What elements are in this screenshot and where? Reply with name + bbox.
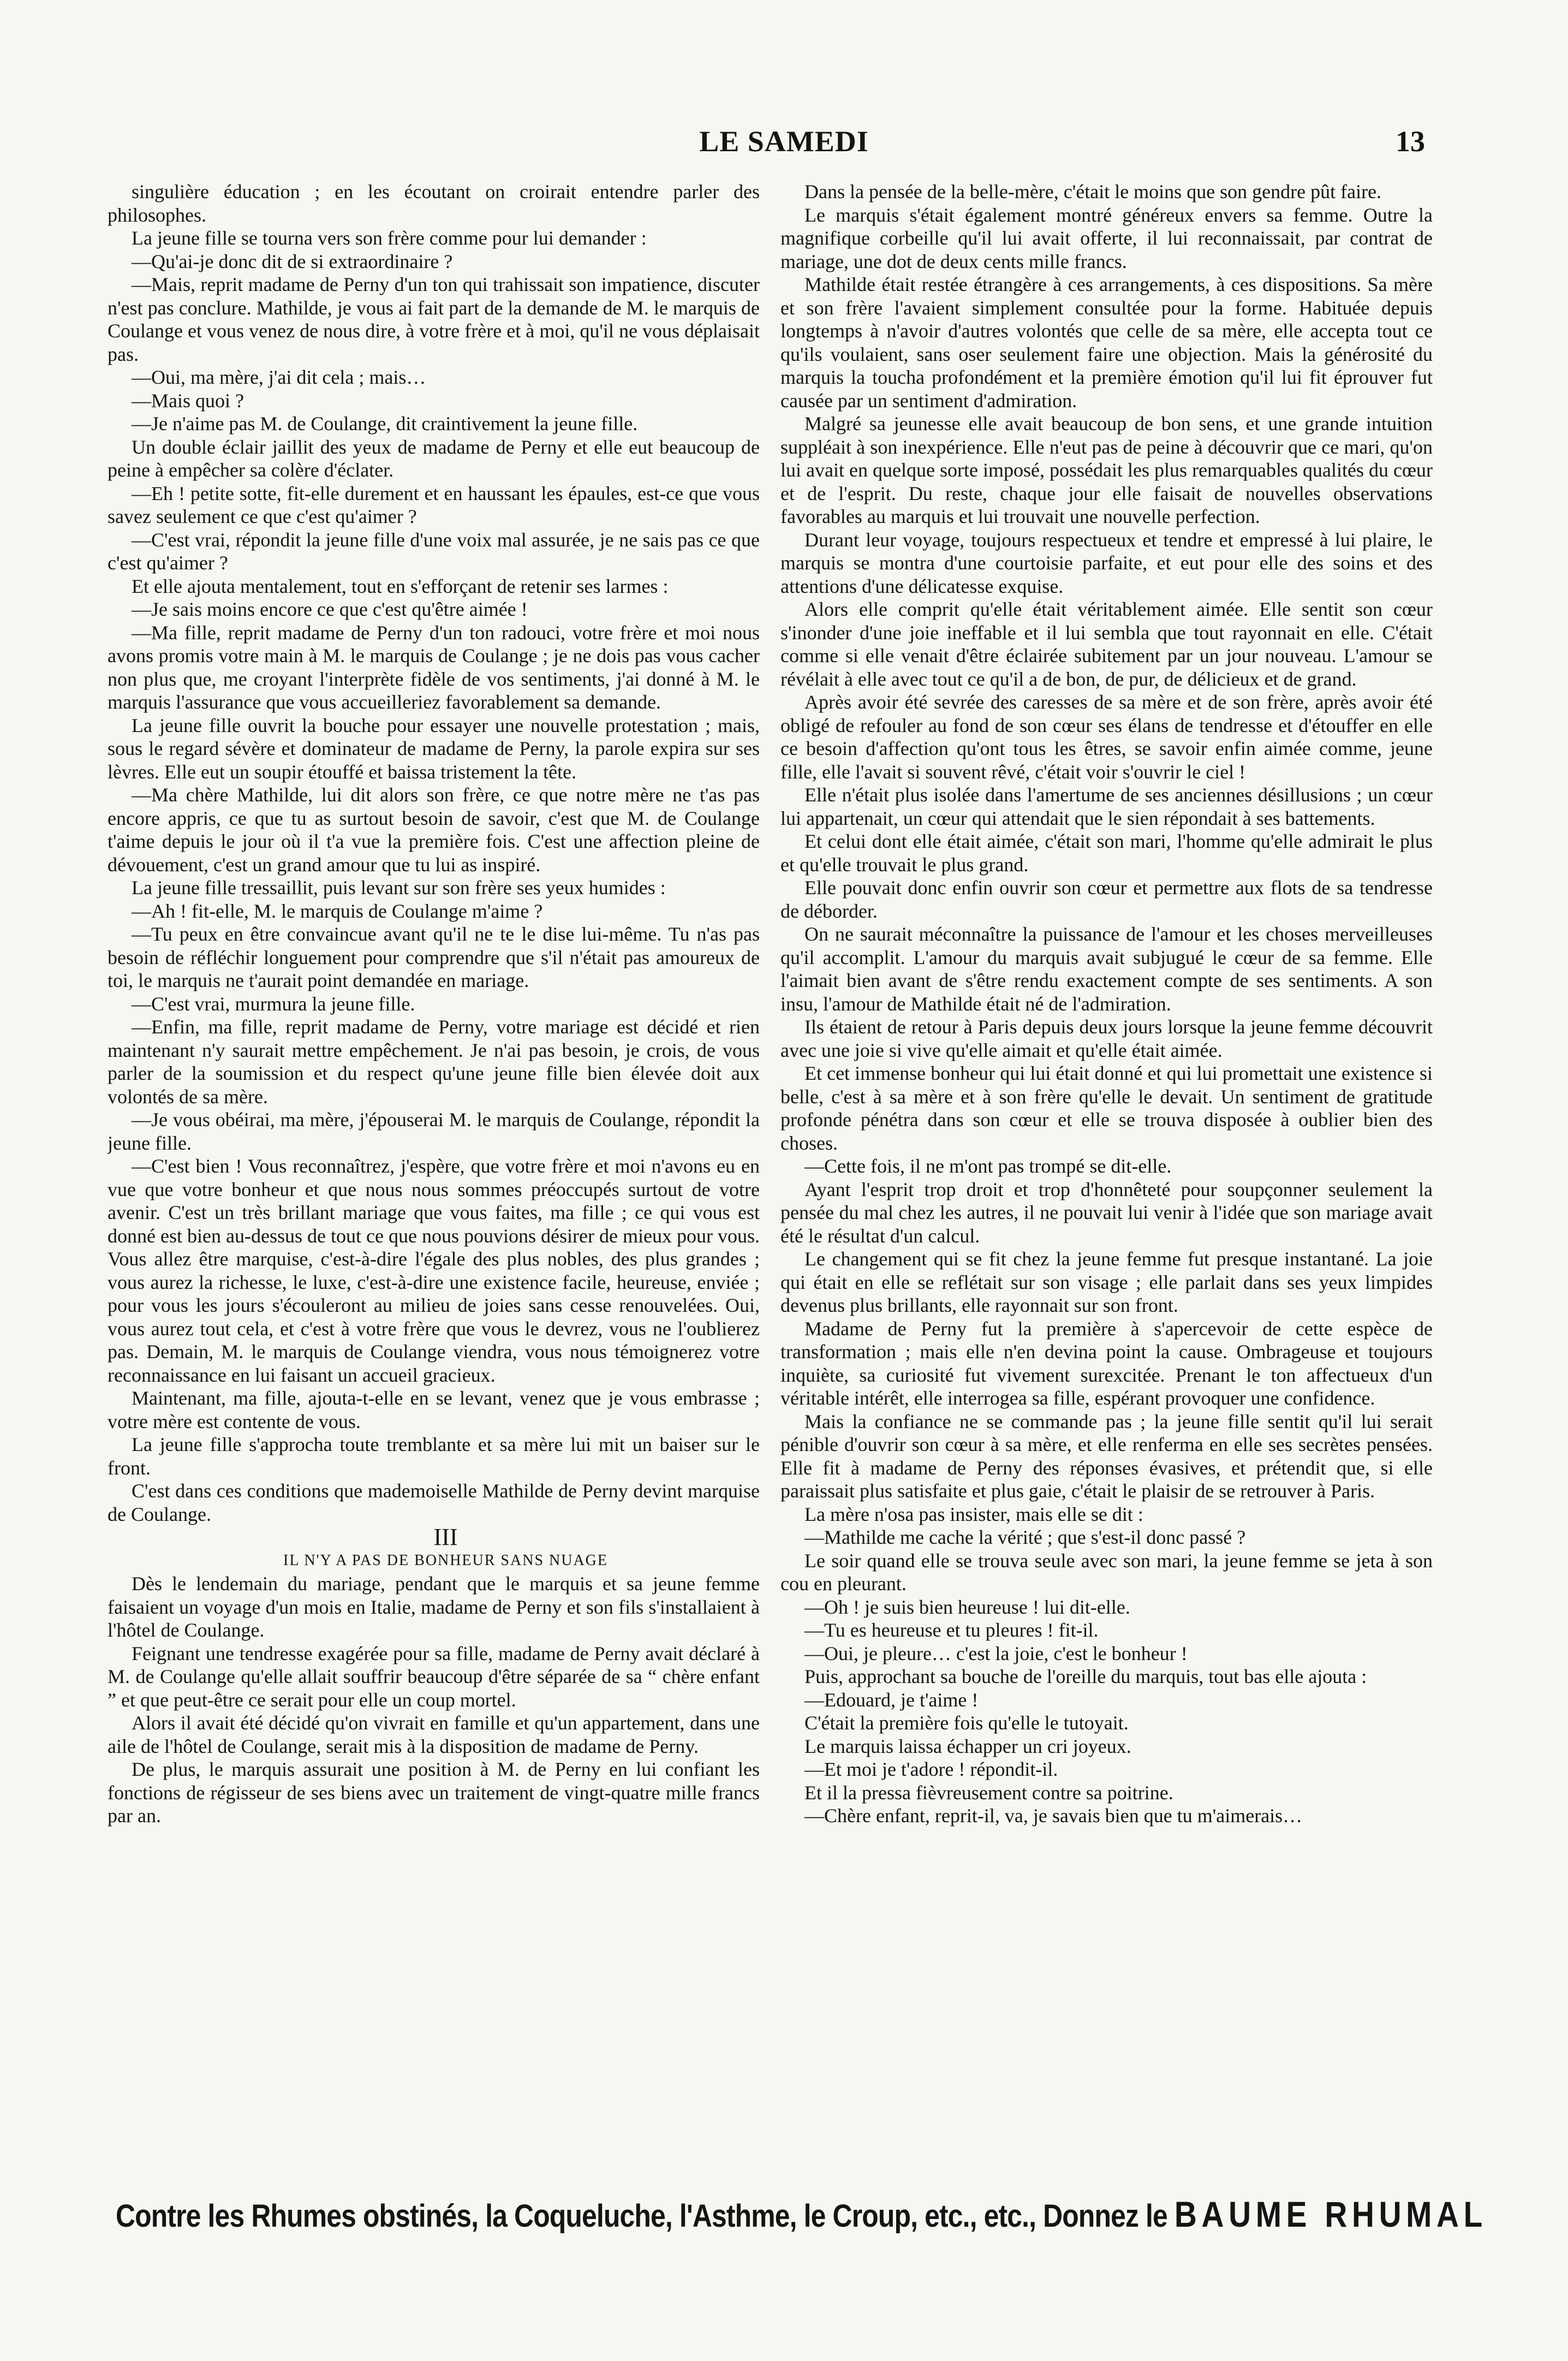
paragraph: —Tu es heureuse et tu pleures ! fit-il. [804, 1619, 1099, 1641]
paragraph: —Mathilde me cache la vérité ; que s'est-il donc passé ? [804, 1526, 1246, 1548]
paragraph: —C'est vrai, répondit la jeune fille d'une voix mal assurée, je ne sais pas ce que c'est qu'aimer ? [108, 528, 760, 574]
section-number: III [433, 1524, 458, 1550]
paragraph: Et il la pressa fièvreusement contre sa poitrine. [804, 1781, 1173, 1804]
paragraph: C'était la première fois qu'elle le tutoyait. [804, 1712, 1129, 1734]
paragraph: —Ma fille, reprit madame de Perny d'un ton radouci, votre frère et moi nous avons promis votre main à M. le marquis de Coulange ; je ne dois pas vous cacher non plus que, me croyant l'interprète fidèle de vos sentiments, j'ai donné à M. le marquis l'assurance que vous accueilleriez favorablement sa demande. [108, 621, 760, 713]
paragraph: —Oui, ma mère, j'ai dit cela ; mais… [132, 366, 426, 388]
paragraph: —Qu'ai-je donc dit de si extraordinaire ? [132, 250, 453, 272]
paragraph: La mère n'osa pas insister, mais elle se dit : [804, 1503, 1143, 1525]
paragraph: Le soir quand elle se trouva seule avec son mari, la jeune femme se jeta à son cou en pleurant. [780, 1549, 1433, 1595]
publication-title: LE SAMEDI [699, 125, 869, 158]
left-text-column [108, 180, 760, 2167]
paragraph: —Ah ! fit-elle, M. le marquis de Coulange m'aime ? [132, 900, 543, 922]
right-text-column [780, 180, 1433, 2167]
paragraph: Mathilde était restée étrangère à ces arrangements, à ces dispositions. Sa mère et son frère l'avaient simplement consultée pour la forme. Habituée depuis longtemps à n'avoir d'autres volontés que celle de sa mère, elle accepta tout ce qu'ils voulaient, sans oser seulement faire une objection. Mais la générosité du marquis la toucha profondément et la première émotion qu'il lui fit éprouver fut causée par un sentiment d'admiration. [780, 273, 1433, 412]
paragraph: —Je n'aime pas M. de Coulange, dit craintivement la jeune fille. [132, 413, 638, 435]
paragraph: Le marquis laissa échapper un cri joyeux. [804, 1735, 1131, 1757]
paragraph: —C'est vrai, murmura la jeune fille. [132, 992, 415, 1015]
paragraph: La jeune fille s'approcha toute tremblante et sa mère lui mit un baiser sur le front. [108, 1434, 760, 1479]
paragraph: Malgré sa jeunesse elle avait beaucoup de bon sens, et une grande intuition suppléait à son inexpérience. Elle n'eut pas de peine à découvrir que ce mari, qu'on lui avait en quelque sorte imposé, possédait les plus remarquables qualités du cœur et de l'esprit. Du reste, chaque jour elle faisait de nouvelles observations favorables au marquis et lui trouvait une nouvelle perfection. [780, 413, 1433, 527]
paragraph: —Cette fois, il ne m'ont pas trompé se dit-elle. [804, 1155, 1172, 1177]
paragraph: La jeune fille ouvrit la bouche pour essayer une nouvelle protestation ; mais, sous le regard sévère et dominateur de madame de Perny, la parole expira sur ses lèvres. Elle eut un soupir étouffé et baissa tristement la tête. [108, 714, 760, 783]
footer-advertisement [116, 2193, 1487, 2243]
paragraph: Dans la pensée de la belle-mère, c'était le moins que son gendre pût faire. [804, 181, 1382, 203]
paragraph: —Mais, reprit madame de Perny d'un ton qui trahissait son impatience, discuter n'est pas conclure. Mathilde, je vous ai fait part de la demande de M. le marquis de Coulange et vous venez de nous dire, à votre frère et à moi, qu'il ne vous déplaisait pas. [108, 273, 760, 365]
paragraph: Et cet immense bonheur qui lui était donné et qui lui promettait une existence si belle, c'est à sa mère et à son frère qu'elle le devait. Un sentiment de gratitude profonde pénétra dans son cœur et elle se trouva disposée à oublier bien des choses. [780, 1062, 1433, 1154]
paragraph: —Et moi je t'adore ! répondit-il. [804, 1758, 1058, 1780]
paragraph: De plus, le marquis assurait une position à M. de Perny en lui confiant les fonctions de régisseur de ses biens avec un traitement de vingt-quatre mille francs par an. [108, 1758, 760, 1827]
paragraph: Alors elle comprit qu'elle était véritablement aimée. Elle sentit son cœur s'inonder d'une joie ineffable et il lui sembla que tout rayonnait en elle. C'était comme si elle venait d'être éclairée subitement par un jour nouveau. L'amour se révélait à elle avec tout ce qu'il a de bon, de pur, de délicieux et de grand. [780, 598, 1433, 690]
advertisement-text: Contre les Rhumes obstinés, la Coqueluche, l'Asthme, le Croup, etc., etc., Donnez le [116, 2198, 1167, 2234]
paragraph: —Je vous obéirai, ma mère, j'épouserai M. le marquis de Coulange, répondit la jeune fille. [108, 1109, 760, 1154]
paragraph: Un double éclair jaillit des yeux de madame de Perny et elle eut beaucoup de peine à empêcher sa colère d'éclater. [108, 436, 760, 481]
paragraph: On ne saurait méconnaître la puissance de l'amour et les choses merveilleuses qu'il accomplit. L'amour du marquis avait subjugué le cœur de sa femme. Elle l'aimait bien avant de s'être rendu exactement compte de ses sentiments. A son insu, l'amour de Mathilde était né de l'admiration. [780, 923, 1433, 1015]
paragraph: —Chère enfant, reprit-il, va, je savais bien que tu m'aimerais… [804, 1805, 1303, 1827]
paragraph: —Je sais moins encore ce que c'est qu'être aimée ! [132, 598, 528, 620]
paragraph: —Oui, je pleure… c'est la joie, c'est le bonheur ! [804, 1642, 1188, 1664]
paragraph: Mais la confiance ne se commande pas ; la jeune fille sentit qu'il lui serait pénible d'ouvrir son cœur à sa mère, et elle renferma en elle ses secrètes pensées. Elle fit à madame de Perny des réponses évasives, et prétendit que, si elle paraissait plus satisfaite et plus gaie, c'était le plaisir de se retrouver à Paris. [780, 1410, 1433, 1502]
paragraph: Elle pouvait donc enfin ouvrir son cœur et permettre aux flots de sa tendresse de déborder. [780, 877, 1433, 922]
paragraph: singulière éducation ; en les écoutant on croirait entendre parler des philosophes. [108, 181, 760, 226]
paragraph: —Eh ! petite sotte, fit-elle durement et en haussant les épaules, est-ce que vous savez seulement ce que c'est qu'aimer ? [108, 482, 760, 527]
paragraph: Le marquis s'était également montré généreux envers sa femme. Outre la magnifique corbeille qu'il lui avait offerte, il lui reconnaissait, par contrat de mariage, une dot de deux cents mille francs. [780, 204, 1433, 272]
paragraph: —Mais quoi ? [132, 389, 244, 412]
section-subtitle: IL N'Y A PAS DE BONHEUR SANS NUAGE [283, 1551, 608, 1569]
running-head [0, 124, 1568, 168]
paragraph: —Oh ! je suis bien heureuse ! lui dit-elle. [804, 1596, 1130, 1618]
paragraph: —Edouard, je t'aime ! [804, 1688, 979, 1711]
paragraph: —Tu peux en être convaincue avant qu'il ne te le dise lui-même. Tu n'as pas besoin de réfléchir longuement pour comprendre que s'il n'était pas amoureux de toi, le marquis ne t'aurait point demandée en mariage. [108, 923, 760, 991]
paragraph: Le changement qui se fit chez la jeune femme fut presque instantané. La joie qui était en elle se reflétait sur son visage ; elle parlait dans ses yeux limpides devenus plus brillants, elle rayonnait sur son front. [780, 1248, 1433, 1316]
paragraph: Alors il avait été décidé qu'on vivrait en famille et qu'un appartement, dans une aile de l'hôtel de Coulange, serait mis à la disposition de madame de Perny. [108, 1712, 760, 1757]
page-number: 13 [1396, 125, 1425, 158]
paragraph: Dès le lendemain du mariage, pendant que le marquis et sa jeune femme faisaient un voyage d'un mois en Italie, madame de Perny et son fils s'installaient à l'hôtel de Coulange. [108, 1573, 760, 1641]
paragraph: La jeune fille se tourna vers son frère comme pour lui demander : [132, 227, 647, 249]
paragraph: Elle n'était plus isolée dans l'amertume de ses anciennes désillusions ; un cœur lui appartenait, un cœur qui attendait que le sien répondait à ses battements. [780, 784, 1433, 829]
advertisement-brand: BAUME RHUMAL [1174, 2194, 1487, 2234]
paragraph: Après avoir été sevrée des caresses de sa mère et de son frère, après avoir été obligé de refouler au fond de son cœur ses élans de tendresse et d'étouffer en elle ce besoin d'affection qu'ont tous les êtres, se savoir enfin aimée comme, jeune fille, elle l'avait si souvent rêvé, c'était voir s'ouvrir le ciel ! [780, 691, 1433, 783]
paragraph: Maintenant, ma fille, ajouta-t-elle en se levant, venez que je vous embrasse ; votre mère est contente de vous. [108, 1387, 760, 1432]
paragraph: Et elle ajouta mentalement, tout en s'efforçant de retenir ses larmes : [132, 575, 669, 597]
paragraph: C'est dans ces conditions que mademoiselle Mathilde de Perny devint marquise de Coulange. [108, 1480, 760, 1525]
paragraph: Durant leur voyage, toujours respectueux et tendre et empressé à lui plaire, le marquis se montra d'une courtoisie parfaite, et eut pour elle des soins et des attentions d'une délicatesse exquise. [780, 528, 1433, 597]
paragraph: Madame de Perny fut la première à s'apercevoir de cette espèce de transformation ; mais elle n'en devina point la cause. Ombrageuse et toujours inquiète, sa curiosité fut vivement surexcitée. Prenant le ton affectueux d'un véritable intérêt, elle interrogea sa fille, espérant provoquer une confidence. [780, 1317, 1433, 1409]
paragraph: —C'est bien ! Vous reconnaîtrez, j'espère, que votre frère et moi n'avons eu en vue que votre bonheur et que nous nous sommes préoccupés surtout de votre avenir. C'est un très brillant mariage que vous faites, ma fille ; ce qui vous est donné est bien au-dessus de tout ce que nous pouvions désirer de mieux pour vous. Vous allez être marquise, c'est-à-dire l'égale des plus nobles, des plus grandes ; vous aurez la richesse, le luxe, c'est-à-dire une existence facile, heureuse, enviée ; pour vous les jours s'écouleront au milieu de joies sans cesse renouvelées. Oui, vous aurez tout cela, et c'est à votre frère que vous le devrez, vous ne l'oublierez pas. Demain, M. le marquis de Coulange viendra, vous nous témoignerez votre reconnaissance en lui faisant un accueil gracieux. [108, 1155, 760, 1386]
paragraph: La jeune fille tressaillit, puis levant sur son frère ses yeux humides : [132, 877, 666, 899]
paragraph: Et celui dont elle était aimée, c'était son mari, l'homme qu'elle admirait le plus et qu'elle trouvait le plus grand. [780, 830, 1433, 876]
paragraph: Ayant l'esprit trop droit et trop d'honnêteté pour soupçonner seulement la pensée du mal chez les autres, il ne pouvait lui venir à l'idée que son mariage avait été le résultat d'un calcul. [780, 1178, 1433, 1247]
paragraph: —Enfin, ma fille, reprit madame de Perny, votre mariage est décidé et rien maintenant n'y saurait mettre empêchement. Je n'ai pas besoin, je crois, de vous parler de la soumission et du respect qu'une jeune fille bien élevée doit aux volontés de sa mère. [108, 1016, 760, 1108]
paragraph: Puis, approchant sa bouche de l'oreille du marquis, tout bas elle ajouta : [804, 1666, 1367, 1687]
paragraph: —Ma chère Mathilde, lui dit alors son frère, ce que notre mère ne t'as pas encore appris, ce que tu as surtout besoin de savoir, c'est que M. de Coulange t'aime depuis le jour où il t'a vue la première fois. C'est une affection pleine de dévouement, c'est un grand amour que tu lui as inspiré. [108, 784, 760, 876]
paragraph: Feignant une tendresse exagérée pour sa fille, madame de Perny avait déclaré à M. de Coulange qu'elle allait souffrir beaucoup d'être séparée de sa “ chère enfant ” et que peut-être ce serait pour elle un coup mortel. [108, 1642, 760, 1711]
paragraph: Ils étaient de retour à Paris depuis deux jours lorsque la jeune femme découvrit avec une joie si vive qu'elle aimait et qu'elle était aimée. [780, 1016, 1433, 1061]
